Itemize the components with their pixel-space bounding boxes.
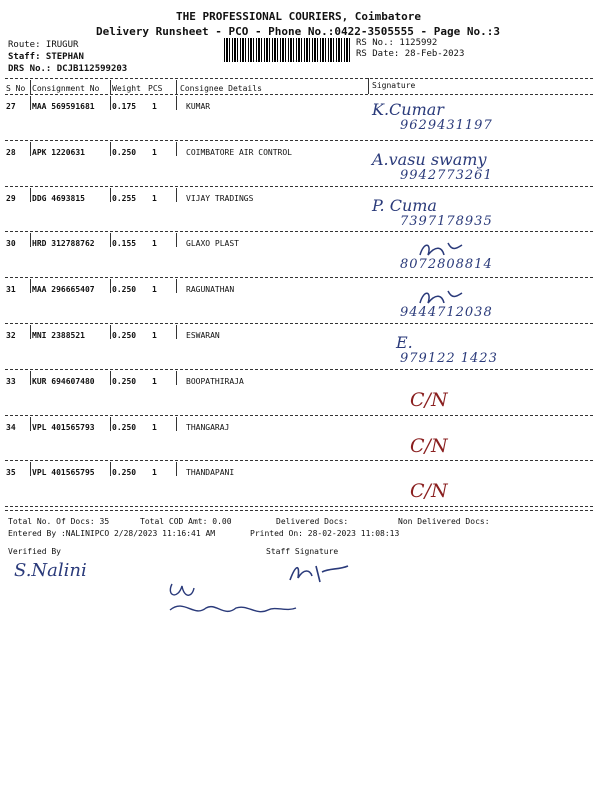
non-delivered-docs: Non Delivered Docs:	[398, 517, 490, 526]
row-weight: 0.250	[112, 147, 137, 157]
row-consignee: THANDAPANI	[186, 468, 235, 478]
col-divider	[368, 78, 369, 94]
row-consignment: MAA 569591681	[32, 102, 95, 111]
row-sno: 30	[6, 239, 16, 249]
col-divider	[30, 325, 31, 339]
row-consignee: RAGUNATHAN	[186, 285, 235, 295]
row-pcs: 1	[152, 193, 157, 203]
col-divider	[110, 142, 111, 156]
table-row	[0, 188, 600, 234]
col-divider	[30, 80, 31, 94]
handwritten-phone: 9444712038	[400, 305, 493, 321]
table-row	[0, 325, 600, 371]
col-divider	[30, 371, 31, 385]
row-rule	[5, 506, 593, 507]
row-sno: 31	[6, 285, 16, 295]
row-rule	[5, 277, 593, 278]
table-row	[0, 233, 600, 279]
col-divider	[110, 188, 111, 202]
handwritten-phone: 7397178935	[400, 213, 493, 229]
row-consignee: BOOPATHIRAJA	[186, 376, 244, 386]
row-sno: 33	[6, 376, 16, 386]
row-sno: 35	[6, 468, 16, 478]
delivered-docs: Delivered Docs:	[276, 517, 349, 526]
col-divider	[176, 325, 177, 339]
row-rule	[5, 460, 593, 461]
col-divider	[30, 233, 31, 247]
row-sno: 29	[6, 193, 16, 203]
total-cod: Total COD Amt: 0.00	[140, 517, 232, 526]
table-row	[0, 371, 600, 417]
row-weight: 0.155	[112, 239, 137, 249]
row-consignment: VPL 401565795	[32, 468, 95, 478]
row-pcs: 1	[152, 422, 157, 432]
col-divider	[176, 417, 177, 431]
row-rule	[5, 415, 593, 416]
col-divider	[30, 462, 31, 476]
route: Route: IRUGUR	[8, 40, 79, 50]
row-sno: 27	[6, 102, 16, 111]
col-divider	[176, 233, 177, 247]
table-row	[0, 96, 600, 142]
row-pcs: 1	[152, 102, 157, 111]
row-pcs: 1	[152, 331, 157, 340]
col-weight: Weight	[112, 84, 141, 93]
handwritten-signature: A.vasu swamy	[372, 149, 487, 169]
row-consignee: COIMBATORE AIR CONTROL	[186, 147, 292, 157]
row-consignment: MNI 2388521	[32, 331, 85, 340]
col-divider	[110, 279, 111, 293]
row-consignee: KUMAR	[186, 102, 211, 111]
rs-date: RS Date: 28-Feb-2023	[356, 49, 465, 59]
row-rule	[5, 369, 593, 370]
col-divider	[30, 417, 31, 431]
row-consignment: MAA 296665407	[32, 285, 95, 295]
printed-on: Printed On: 28-02-2023 11:08:13	[250, 529, 400, 538]
rs-number: RS No.: 1125992	[356, 38, 438, 48]
row-sno: 34	[6, 422, 16, 432]
col-sno: S No	[6, 84, 26, 93]
row-weight: 0.250	[112, 331, 137, 340]
handwritten-signature: C/N	[410, 388, 448, 411]
col-divider	[30, 96, 31, 110]
col-divider	[30, 188, 31, 202]
col-divider	[110, 462, 111, 476]
col-divider	[30, 142, 31, 156]
row-sno: 28	[6, 147, 16, 157]
col-divider	[176, 371, 177, 385]
footer-rule	[5, 510, 593, 511]
row-pcs: 1	[152, 285, 157, 295]
row-rule	[5, 186, 593, 187]
handwritten-signature: C/N	[410, 434, 448, 457]
handwritten-scribble	[164, 578, 304, 628]
row-weight: 0.250	[112, 422, 137, 432]
row-pcs: 1	[152, 468, 157, 478]
col-consignee: Consignee Details	[180, 84, 262, 93]
col-divider	[30, 279, 31, 293]
drs-number: DRS No.: DCJB112599203	[8, 64, 128, 74]
total-docs: Total No. Of Docs: 35	[8, 517, 110, 526]
company-title: THE PROFESSIONAL COURIERS, Coimbatore	[176, 10, 422, 23]
col-divider	[110, 371, 111, 385]
row-consignment: VPL 401565793	[32, 422, 95, 432]
header-bottom-rule	[5, 94, 593, 95]
row-consignment: DDG 4693815	[32, 193, 85, 203]
row-consignee: ESWARAN	[186, 331, 220, 340]
col-divider	[176, 279, 177, 293]
col-divider	[110, 417, 111, 431]
row-weight: 0.250	[112, 285, 137, 295]
col-divider	[176, 96, 177, 110]
row-weight: 0.250	[112, 376, 137, 386]
row-rule	[5, 140, 593, 141]
col-divider	[110, 233, 111, 247]
col-pcs: PCS	[148, 84, 163, 93]
row-pcs: 1	[152, 147, 157, 157]
col-divider	[176, 188, 177, 202]
row-consignee: GLAXO PLAST	[186, 239, 239, 249]
col-divider	[176, 80, 177, 94]
handwritten-signature: E.	[396, 333, 413, 352]
col-divider	[110, 96, 111, 110]
verifier-signature: S.Nalini	[14, 560, 87, 581]
row-weight: 0.175	[112, 102, 137, 111]
table-row	[0, 462, 600, 508]
row-rule	[5, 323, 593, 324]
col-divider	[176, 142, 177, 156]
entered-by: Entered By :NALINIPCO 2/28/2023 11:16:41 AM	[8, 529, 216, 538]
header-top-rule	[5, 78, 593, 79]
row-weight: 0.255	[112, 193, 137, 203]
row-consignee: VIJAY TRADINGS	[186, 193, 254, 203]
staff-signature-label: Staff Signature	[266, 547, 339, 556]
row-consignment: KUR 694607480	[32, 376, 95, 386]
col-divider	[110, 325, 111, 339]
barcode	[224, 38, 352, 62]
row-consignee: THANGARAJ	[186, 422, 230, 432]
handwritten-signature: C/N	[410, 480, 448, 503]
table-row	[0, 142, 600, 188]
row-consignment: APK 1220631	[32, 147, 85, 157]
table-row	[0, 279, 600, 325]
handwritten-signature: K.Cumar	[372, 100, 444, 119]
handwritten-signature: P. Cuma	[372, 195, 437, 215]
handwritten-phone: 979122 1423	[400, 351, 498, 366]
runsheet-subtitle: Delivery Runsheet - PCO - Phone No.:0422-3505555 - Page No.:3	[96, 25, 500, 38]
row-consignment: HRD 312788762	[32, 239, 95, 249]
handwritten-phone: 9942773261	[400, 167, 493, 183]
handwritten-phone: 9629431197	[400, 118, 493, 133]
col-consignment: Consignment No	[32, 84, 100, 93]
row-sno: 32	[6, 331, 16, 340]
col-divider	[176, 462, 177, 476]
table-row	[0, 417, 600, 463]
row-pcs: 1	[152, 239, 157, 249]
col-signature: Signature	[372, 81, 416, 90]
row-pcs: 1	[152, 376, 157, 386]
col-divider	[110, 80, 111, 94]
handwritten-phone: 8072808814	[400, 257, 493, 273]
staff: Staff: STEPHAN	[8, 52, 84, 62]
row-rule	[5, 231, 593, 232]
verified-by-label: Verified By	[8, 547, 61, 556]
row-weight: 0.250	[112, 468, 137, 478]
